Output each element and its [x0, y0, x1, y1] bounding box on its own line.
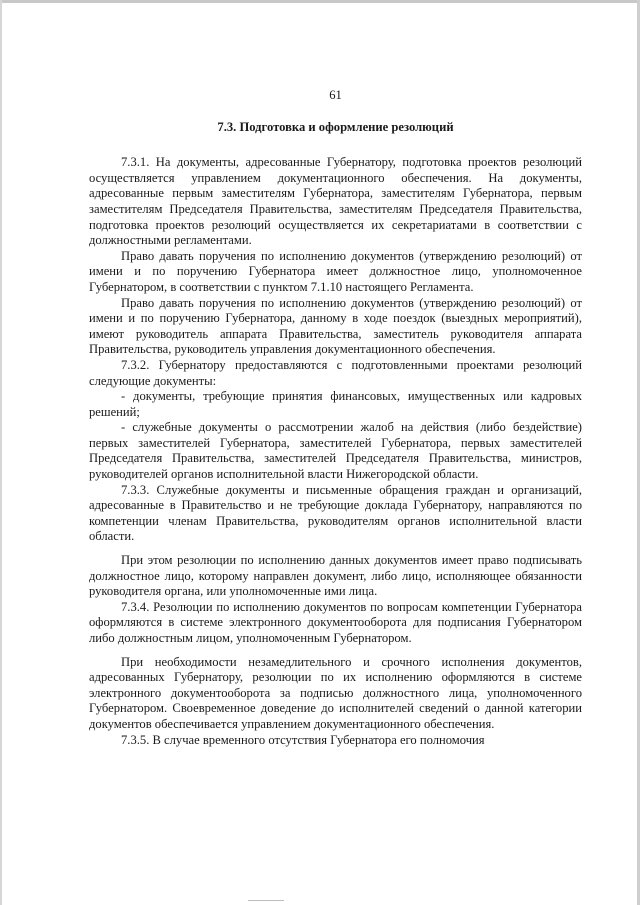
paragraph-7-3-5: 7.3.5. В случае временного отсутствия Губернатора его полномочия: [121, 732, 485, 747]
paragraph-authority-trips: Право давать поручения по исполнению документов (утверждению резолюций) от имени и по поручению Губернатора, данному в ходе поездок (выездных мероприятий), имеют руководитель аппарата Правительства, заместитель руководителя аппарата Правительства, руководитель управления документационного обеспечения.: [89, 295, 582, 357]
list-item-financial-documents: - документы, требующие принятия финансовых, имущественных или кадровых решений;: [89, 389, 582, 419]
paragraph-signing-resolutions: При этом резолюции по исполнению данных документов имеет право подписывать должностное лицо, которому направлен документ, либо лицо, исполняющее обязанности руководителя органа, или уполномоченные ими лица.: [89, 553, 582, 599]
paragraph-7-3-2: 7.3.2. Губернатору предоставляются с подготовленными проектами резолюций следующие документы:: [89, 357, 582, 388]
document-page: [89, 88, 582, 748]
list-item-complaint-documents: - служебные документы о рассмотрении жалоб на действия (либо бездействие) первых заместителей Губернатора, заместителей Губернатора, первых заместителей Председателя Правительства, заместителей Председателя Правительства, министров, руководителей органов исполнительной власти Нижегородской области.: [89, 420, 582, 482]
scan-artifact-mark: [248, 900, 284, 901]
paragraph-urgent-execution: При необходимости незамедлительного и срочного исполнения документов, адресованных Губернатору, резолюции по их исполнению оформляются в системе электронного документооборота за подписью должностного лица, уполномоченного Губернатором. Своевременное доведение до исполнителей сведений о данной категории документов обеспечивается управлением документационного обеспечения.: [89, 654, 582, 731]
section-title: 7.3. Подготовка и оформление резолюций: [217, 119, 454, 134]
paragraph-authority-resolutions: Право давать поручения по исполнению документов (утверждению резолюций) от имени и по поручению Губернатора имеет должностное лицо, уполномоченное Губернатором, в соответствии с пунктом 7.1.10 настоящего Регламента.: [89, 248, 582, 294]
page-number: 61: [329, 88, 342, 102]
scan-edge-top: [0, 0, 640, 3]
paragraph-7-3-4: 7.3.4. Резолюции по исполнению документов по вопросам компетенции Губернатора оформляются в системе электронного документооборота для подписания Губернатором либо должностным лицом, уполномоченным Губернатором.: [89, 599, 582, 645]
paragraph-7-3-1: 7.3.1. На документы, адресованные Губернатору, подготовка проектов резолюций осуществляется управлением документационного обеспечения. На документы, адресованные первым заместителям Губернатора, заместителям Губернатора, первым заместителям Председателя Правительства, заместителям Председателя Правительства, подготовка проектов резолюций осуществляется их секретариатами в соответствии с должностными регламентами.: [89, 155, 582, 248]
scan-edge-left: [0, 0, 2, 905]
paragraph-7-3-3: 7.3.3. Служебные документы и письменные обращения граждан и организаций, адресованные в Правительство и не требующие доклада Губернатору, направляются по компетенции членам Правительства, руководителям органов исполнительной власти области.: [89, 482, 582, 544]
